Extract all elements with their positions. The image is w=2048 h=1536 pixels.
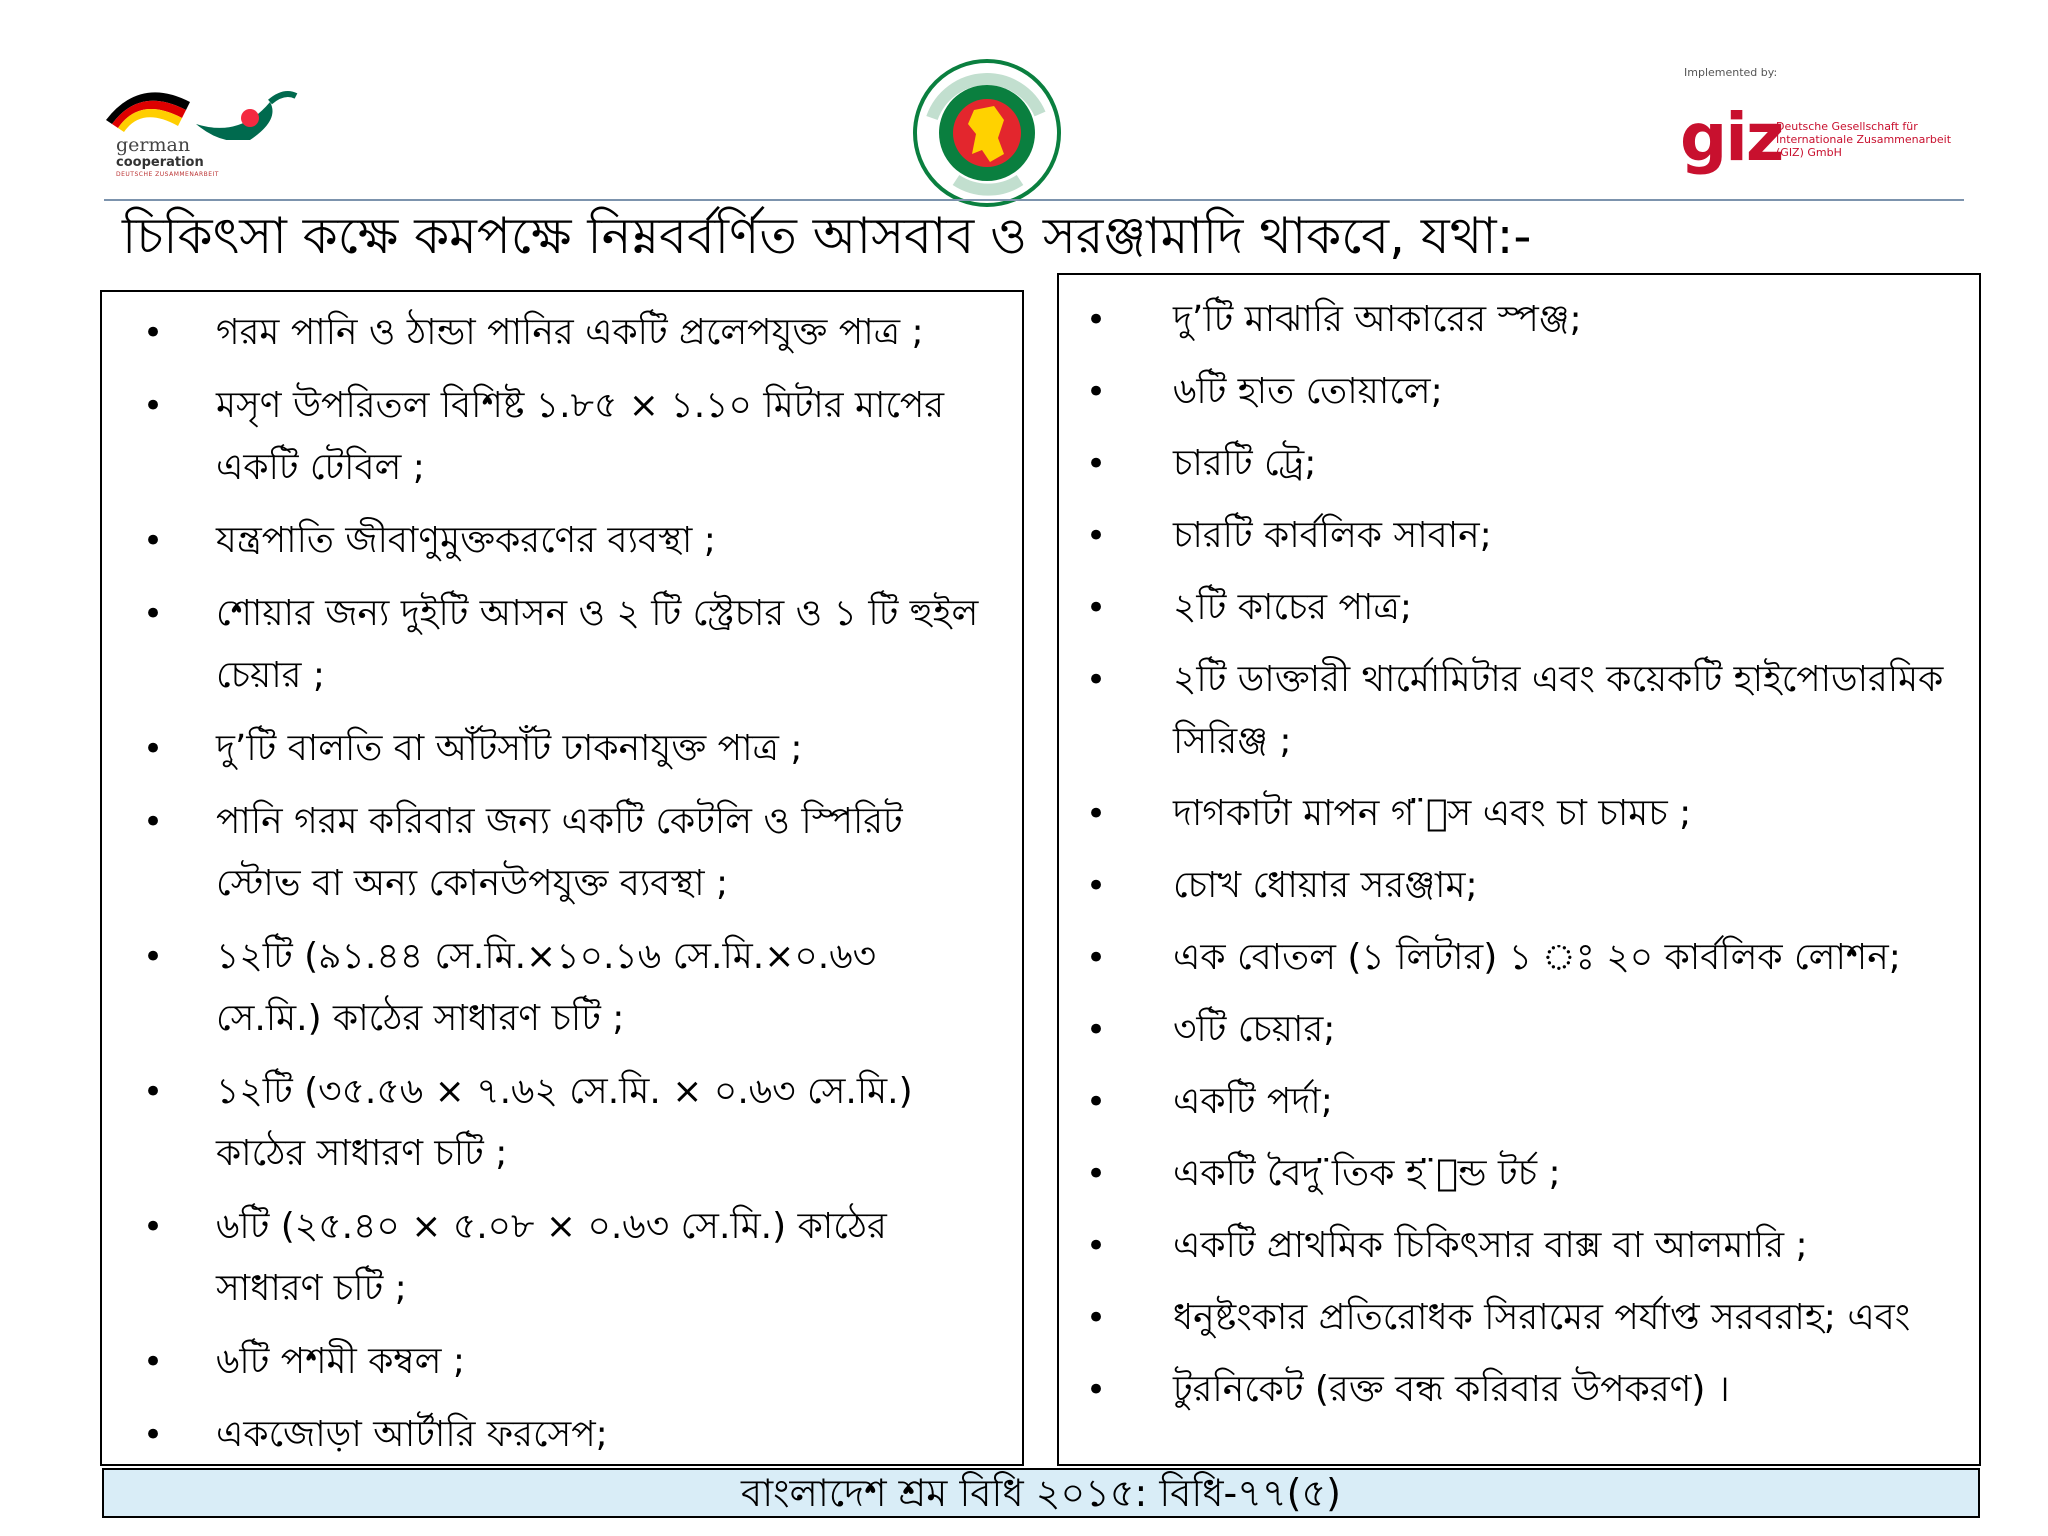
list-item-text: চোখ ধোয়ার সরঞ্জাম;: [1173, 865, 1478, 906]
bullet-icon: •: [1085, 1082, 1107, 1122]
bullet-icon: •: [1085, 794, 1107, 834]
list-item-text: একটি পর্দা;: [1173, 1081, 1333, 1122]
list-item-text: এক বোতল (১ লিটার) ১ ঃ ২০ কার্বলিক লোশন;: [1173, 937, 1901, 978]
list-item-text: গরম পানি ও ঠান্ডা পানির একটি প্রলেপযুক্ত পাত্র ;: [216, 312, 924, 353]
implemented-by-label: Implemented by:: [1684, 66, 1778, 79]
right-items-list: [1079, 289, 1959, 1421]
german-flag-swoosh-icon: [100, 80, 300, 140]
list-item: [122, 302, 982, 364]
giz-logo: giz: [1680, 99, 1783, 176]
list-item: [1079, 783, 1959, 845]
footer-citation: বাংলাদেশ শ্রম বিধি ২০১৫: বিধি-৭৭(৫): [102, 1468, 1980, 1518]
list-item-text: যন্ত্রপাতি জীবাণুমুক্তকরণের ব্যবস্থা ;: [216, 520, 716, 561]
list-item-text: ২টি ডাক্তারী থার্মোমিটার এবং কয়েকটি হাইপোডারমিক সিরিঞ্জ ;: [1173, 659, 1944, 762]
bullet-icon: •: [1085, 866, 1107, 906]
list-item-text: চারটি কার্বলিক সাবান;: [1173, 515, 1492, 556]
bullet-icon: •: [1085, 1370, 1107, 1410]
list-item-text: দু’টি বালতি বা আঁটসাঁট ঢাকনাযুক্ত পাত্র ;: [216, 728, 803, 769]
bullet-icon: •: [1085, 1154, 1107, 1194]
bullet-icon: •: [1085, 1010, 1107, 1050]
list-item: [1079, 999, 1959, 1061]
list-item-text: চারটি ট্রে;: [1173, 443, 1317, 484]
list-item: [122, 926, 982, 1050]
list-item: [122, 791, 982, 915]
list-item: [1079, 649, 1959, 773]
list-item-text: মসৃণ উপরিতল বিশিষ্ট ১.৮৫ × ১.১০ মিটার মাপের একটি টেবিল ;: [216, 385, 945, 488]
list-item-text: দাগকাটা মাপন গ ̈াস এবং চা চামচ ;: [1173, 793, 1692, 834]
list-item-text: একটি বৈদু ̈তিক হ ̈ান্ড টর্চ ;: [1173, 1153, 1561, 1194]
list-item-text: দু’টি মাঝারি আকারের স্পঞ্জ;: [1173, 299, 1582, 340]
bullet-icon: •: [142, 729, 164, 769]
bullet-icon: •: [1085, 516, 1107, 556]
header-divider: [104, 199, 1964, 201]
list-item-text: ২টি কাচের পাত্র;: [1173, 587, 1412, 628]
list-item: [1079, 1359, 1959, 1421]
bullet-icon: •: [1085, 588, 1107, 628]
bullet-icon: •: [1085, 444, 1107, 484]
bullet-icon: •: [1085, 1226, 1107, 1266]
list-item: [1079, 1143, 1959, 1205]
list-item-text: টুরনিকেট (রক্ত বন্ধ করিবার উপকরণ) ।: [1173, 1369, 1730, 1410]
list-item: [122, 583, 982, 707]
left-items-box: [100, 290, 1024, 1466]
bullet-icon: •: [142, 386, 164, 426]
list-item-text: একটি প্রাথমিক চিকিৎসার বাক্স বা আলমারি ;: [1173, 1225, 1808, 1266]
bullet-icon: •: [142, 937, 164, 977]
german-cooperation-logo: [100, 80, 300, 190]
list-item: [122, 1404, 982, 1466]
list-item-text: ৬টি হাত তোয়ালে;: [1173, 371, 1443, 412]
list-item: [122, 1061, 982, 1185]
bullet-icon: •: [142, 802, 164, 842]
german-logo-line2: cooperation: [116, 155, 204, 170]
page-title: চিকিৎসা কক্ষে কমপক্ষে নিম্নবর্বর্ণিত আসবাব ও সরঞ্জামাদি থাকবে, যথা:-: [122, 207, 1532, 265]
bullet-icon: •: [142, 521, 164, 561]
list-item: [1079, 505, 1959, 567]
list-item: [1079, 289, 1959, 351]
bullet-icon: •: [142, 594, 164, 634]
list-item-text: ১২টি (৯১.৪৪ সে.মি.×১০.১৬ সে.মি.×০.৬৩ সে.মি.) কাঠের সাধারণ চটি ;: [216, 936, 877, 1039]
bangladesh-government-seal: [912, 58, 1062, 208]
list-item-text: ৬টি পশমী কম্বল ;: [216, 1341, 466, 1382]
list-item: [122, 1331, 982, 1393]
list-item: [1079, 927, 1959, 989]
list-item: [122, 510, 982, 572]
list-item: [122, 375, 982, 499]
list-item: [1079, 1287, 1959, 1349]
bullet-icon: •: [142, 1072, 164, 1112]
list-item-text: ৩টি চেয়ার;: [1173, 1009, 1336, 1050]
list-item-text: ১২টি (৩৫.৫৬ × ৭.৬২ সে.মি. × ০.৬৩ সে.মি.) কাঠের সাধারণ চটি ;: [216, 1071, 913, 1174]
list-item: [1079, 855, 1959, 917]
bullet-icon: •: [142, 1207, 164, 1247]
bullet-icon: •: [1085, 372, 1107, 412]
german-logo-line3: DEUTSCHE ZUSAMMENARBEIT: [116, 171, 219, 178]
bullet-icon: •: [1085, 1298, 1107, 1338]
list-item: [122, 1196, 982, 1320]
german-logo-line1: german: [116, 134, 191, 156]
list-item: [1079, 1071, 1959, 1133]
bullet-icon: •: [1085, 300, 1107, 340]
bullet-icon: •: [142, 1415, 164, 1455]
bullet-icon: •: [1085, 660, 1107, 700]
bullet-icon: •: [142, 313, 164, 353]
list-item: [1079, 433, 1959, 495]
list-item: [1079, 577, 1959, 639]
list-item-text: ৬টি (২৫.৪০ × ৫.০৮ × ০.৬৩ সে.মি.) কাঠের সাধারণ চটি ;: [216, 1206, 887, 1309]
right-items-box: [1057, 273, 1981, 1466]
list-item-text: পানি গরম করিবার জন্য একটি কেটলি ও স্পিরিট স্টোভ বা অন্য কোনউপযুক্ত ব্যবস্থা ;: [216, 801, 903, 904]
list-item: [1079, 361, 1959, 423]
bullet-icon: •: [1085, 938, 1107, 978]
bullet-icon: •: [142, 1342, 164, 1382]
giz-description: Deutsche Gesellschaft für Internationale Zusammenarbeit (GIZ) GmbH: [1776, 120, 1952, 159]
list-item-text: ধনুষ্টংকার প্রতিরোধক সিরামের পর্যাপ্ত সরবরাহ; এবং: [1173, 1297, 1911, 1338]
list-item: [1079, 1215, 1959, 1277]
list-item: [122, 718, 982, 780]
list-item-text: শোয়ার জন্য দুইটি আসন ও ২ টি স্ট্রেচার ও ১ টি হুইল চেয়ার ;: [216, 593, 979, 696]
seal-emblem-icon: [912, 58, 1062, 208]
left-items-list: [122, 302, 982, 1466]
list-item-text: একজোড়া আর্টারি ফরসেপ;: [216, 1414, 608, 1455]
